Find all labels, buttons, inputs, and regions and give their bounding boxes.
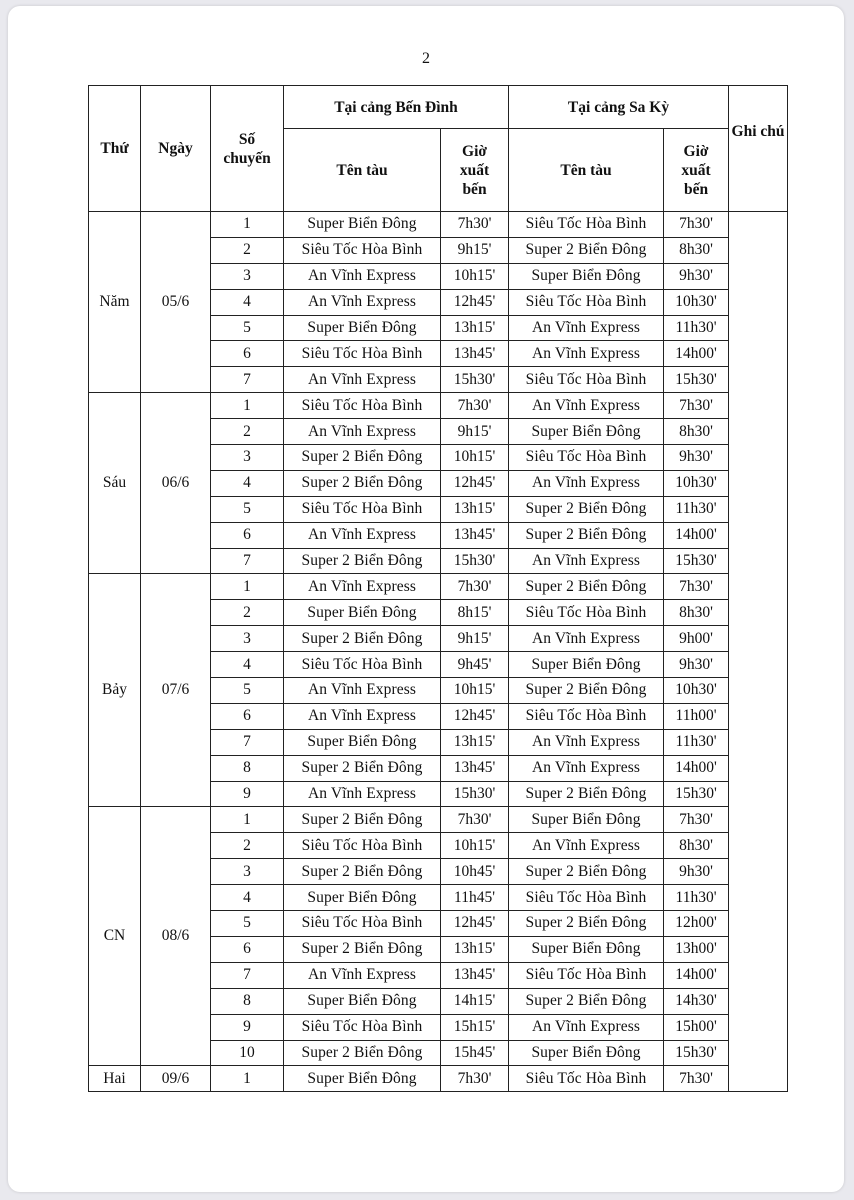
trip-number-cell: 10: [211, 1040, 284, 1066]
ben-dinh-time-cell: 7h30': [441, 393, 509, 419]
trip-number-cell: 5: [211, 678, 284, 704]
sa-ky-ship-cell: Super 2 Biển Đông: [509, 237, 664, 263]
sa-ky-ship-cell: An Vĩnh Express: [509, 833, 664, 859]
sa-ky-ship-cell: Siêu Tốc Hòa Bình: [509, 1066, 664, 1092]
trip-number-cell: 3: [211, 859, 284, 885]
trip-number-cell: 6: [211, 522, 284, 548]
day-cell: Năm: [89, 212, 141, 393]
table-row: [89, 807, 788, 833]
header-depart-line: Giờ: [683, 142, 709, 160]
ben-dinh-ship-cell: Super Biển Đông: [284, 212, 441, 238]
ben-dinh-ship-cell: Siêu Tốc Hòa Bình: [284, 1014, 441, 1040]
ben-dinh-time-cell: 10h15': [441, 263, 509, 289]
ben-dinh-time-cell: 13h15': [441, 496, 509, 522]
sa-ky-time-cell: 15h30': [664, 367, 729, 393]
date-cell: 09/6: [141, 1066, 211, 1092]
header-trip-no-line: chuyến: [223, 149, 271, 167]
trip-number-cell: 7: [211, 962, 284, 988]
ben-dinh-time-cell: 15h45': [441, 1040, 509, 1066]
ben-dinh-time-cell: 13h15': [441, 936, 509, 962]
ben-dinh-time-cell: 7h30': [441, 807, 509, 833]
ben-dinh-ship-cell: Super 2 Biển Đông: [284, 755, 441, 781]
sa-ky-ship-cell: Super Biển Đông: [509, 1040, 664, 1066]
ben-dinh-ship-cell: Super 2 Biển Đông: [284, 470, 441, 496]
trip-number-cell: 5: [211, 911, 284, 937]
trip-number-cell: 6: [211, 703, 284, 729]
day-cell: Sáu: [89, 393, 141, 574]
sa-ky-time-cell: 11h00': [664, 703, 729, 729]
header-depart-line: xuất: [681, 161, 711, 179]
trip-number-cell: 9: [211, 1014, 284, 1040]
sa-ky-ship-cell: An Vĩnh Express: [509, 626, 664, 652]
sa-ky-time-cell: 15h00': [664, 1014, 729, 1040]
ben-dinh-ship-cell: Super Biển Đông: [284, 729, 441, 755]
trip-number-cell: 8: [211, 755, 284, 781]
trip-number-cell: 3: [211, 445, 284, 471]
note-cell: [729, 212, 788, 1092]
trip-number-cell: 7: [211, 548, 284, 574]
ben-dinh-time-cell: 10h45': [441, 859, 509, 885]
sa-ky-ship-cell: Siêu Tốc Hòa Bình: [509, 885, 664, 911]
ben-dinh-time-cell: 11h45': [441, 885, 509, 911]
ben-dinh-ship-cell: An Vĩnh Express: [284, 962, 441, 988]
sa-ky-ship-cell: Super Biển Đông: [509, 419, 664, 445]
ben-dinh-ship-cell: Super Biển Đông: [284, 315, 441, 341]
sa-ky-time-cell: 9h30': [664, 263, 729, 289]
ben-dinh-ship-cell: Super Biển Đông: [284, 885, 441, 911]
date-cell: 08/6: [141, 807, 211, 1066]
header-depart-time-a: [441, 129, 509, 212]
ben-dinh-ship-cell: An Vĩnh Express: [284, 419, 441, 445]
ferry-schedule-table: [88, 85, 788, 1092]
ben-dinh-ship-cell: Super 2 Biển Đông: [284, 859, 441, 885]
sa-ky-ship-cell: Super 2 Biển Đông: [509, 522, 664, 548]
trip-number-cell: 1: [211, 212, 284, 238]
ben-dinh-ship-cell: Super 2 Biển Đông: [284, 1040, 441, 1066]
sa-ky-time-cell: 13h00': [664, 936, 729, 962]
sa-ky-ship-cell: An Vĩnh Express: [509, 341, 664, 367]
ben-dinh-ship-cell: An Vĩnh Express: [284, 678, 441, 704]
sa-ky-time-cell: 8h30': [664, 600, 729, 626]
ben-dinh-time-cell: 14h15': [441, 988, 509, 1014]
sa-ky-ship-cell: Super Biển Đông: [509, 652, 664, 678]
header-port-ben-dinh: Tại cảng Bến Đình: [284, 86, 509, 129]
sa-ky-time-cell: 11h30': [664, 496, 729, 522]
ben-dinh-time-cell: 10h15': [441, 833, 509, 859]
table-row: [89, 1066, 788, 1092]
trip-number-cell: 6: [211, 341, 284, 367]
ben-dinh-ship-cell: Super 2 Biển Đông: [284, 548, 441, 574]
trip-number-cell: 4: [211, 289, 284, 315]
sa-ky-ship-cell: Siêu Tốc Hòa Bình: [509, 212, 664, 238]
ben-dinh-ship-cell: Siêu Tốc Hòa Bình: [284, 833, 441, 859]
ben-dinh-time-cell: 12h45': [441, 289, 509, 315]
sa-ky-ship-cell: Super 2 Biển Đông: [509, 859, 664, 885]
ben-dinh-ship-cell: Super Biển Đông: [284, 600, 441, 626]
sa-ky-ship-cell: An Vĩnh Express: [509, 315, 664, 341]
header-depart-line: Giờ: [462, 142, 487, 160]
sa-ky-time-cell: 14h00': [664, 962, 729, 988]
header-ship-name-b: Tên tàu: [509, 129, 664, 212]
trip-number-cell: 4: [211, 652, 284, 678]
ben-dinh-time-cell: 10h15': [441, 678, 509, 704]
ben-dinh-time-cell: 9h45': [441, 652, 509, 678]
sa-ky-ship-cell: Super 2 Biển Đông: [509, 988, 664, 1014]
sa-ky-ship-cell: Super 2 Biển Đông: [509, 781, 664, 807]
trip-number-cell: 1: [211, 574, 284, 600]
ben-dinh-ship-cell: Super Biển Đông: [284, 1066, 441, 1092]
header-depart-line: bến: [462, 180, 487, 198]
ben-dinh-time-cell: 7h30': [441, 574, 509, 600]
trip-number-cell: 4: [211, 470, 284, 496]
day-cell: Bảy: [89, 574, 141, 807]
trip-number-cell: 1: [211, 807, 284, 833]
date-cell: 07/6: [141, 574, 211, 807]
ben-dinh-ship-cell: Super 2 Biển Đông: [284, 626, 441, 652]
trip-number-cell: 2: [211, 833, 284, 859]
ben-dinh-time-cell: 15h15': [441, 1014, 509, 1040]
trip-number-cell: 5: [211, 496, 284, 522]
sa-ky-time-cell: 10h30': [664, 678, 729, 704]
sa-ky-ship-cell: Super 2 Biển Đông: [509, 678, 664, 704]
date-cell: 05/6: [141, 212, 211, 393]
trip-number-cell: 6: [211, 936, 284, 962]
sa-ky-ship-cell: Siêu Tốc Hòa Bình: [509, 600, 664, 626]
ben-dinh-time-cell: 12h45': [441, 703, 509, 729]
ben-dinh-time-cell: 9h15': [441, 419, 509, 445]
ben-dinh-ship-cell: An Vĩnh Express: [284, 522, 441, 548]
sa-ky-time-cell: 11h30': [664, 885, 729, 911]
sa-ky-time-cell: 10h30': [664, 470, 729, 496]
sa-ky-time-cell: 14h00': [664, 341, 729, 367]
sa-ky-ship-cell: Super Biển Đông: [509, 807, 664, 833]
sa-ky-ship-cell: Siêu Tốc Hòa Bình: [509, 367, 664, 393]
sa-ky-time-cell: 14h00': [664, 755, 729, 781]
ben-dinh-time-cell: 9h15': [441, 237, 509, 263]
page-number: 2: [422, 50, 430, 67]
sa-ky-time-cell: 15h30': [664, 1040, 729, 1066]
day-cell: CN: [89, 807, 141, 1066]
sa-ky-ship-cell: Super 2 Biển Đông: [509, 574, 664, 600]
sa-ky-time-cell: 14h00': [664, 522, 729, 548]
ben-dinh-time-cell: 13h45': [441, 755, 509, 781]
ben-dinh-ship-cell: An Vĩnh Express: [284, 703, 441, 729]
sa-ky-ship-cell: An Vĩnh Express: [509, 755, 664, 781]
header-port-sa-ky: Tại cảng Sa Kỳ: [509, 86, 729, 129]
ben-dinh-ship-cell: Super 2 Biển Đông: [284, 445, 441, 471]
ben-dinh-ship-cell: An Vĩnh Express: [284, 574, 441, 600]
ben-dinh-ship-cell: Super 2 Biển Đông: [284, 936, 441, 962]
table-row: [89, 393, 788, 419]
ben-dinh-ship-cell: Super 2 Biển Đông: [284, 807, 441, 833]
date-cell: 06/6: [141, 393, 211, 574]
ben-dinh-time-cell: 13h45': [441, 962, 509, 988]
sa-ky-ship-cell: Siêu Tốc Hòa Bình: [509, 962, 664, 988]
sa-ky-time-cell: 12h00': [664, 911, 729, 937]
sa-ky-ship-cell: An Vĩnh Express: [509, 393, 664, 419]
ben-dinh-ship-cell: Super Biển Đông: [284, 988, 441, 1014]
ben-dinh-ship-cell: Siêu Tốc Hòa Bình: [284, 393, 441, 419]
sa-ky-ship-cell: Super 2 Biển Đông: [509, 911, 664, 937]
sa-ky-ship-cell: An Vĩnh Express: [509, 470, 664, 496]
header-trip-no-line: Số: [238, 130, 256, 148]
trip-number-cell: 2: [211, 237, 284, 263]
sa-ky-time-cell: 10h30': [664, 289, 729, 315]
ben-dinh-time-cell: 15h30': [441, 367, 509, 393]
header-trip-no: [211, 86, 284, 212]
header-depart-line: bến: [683, 180, 709, 198]
sa-ky-time-cell: 7h30': [664, 1066, 729, 1092]
ben-dinh-time-cell: 12h45': [441, 911, 509, 937]
sa-ky-time-cell: 11h30': [664, 315, 729, 341]
ben-dinh-ship-cell: Siêu Tốc Hòa Bình: [284, 341, 441, 367]
ben-dinh-ship-cell: Siêu Tốc Hòa Bình: [284, 496, 441, 522]
trip-number-cell: 2: [211, 600, 284, 626]
sa-ky-time-cell: 15h30': [664, 548, 729, 574]
sa-ky-ship-cell: An Vĩnh Express: [509, 548, 664, 574]
ben-dinh-ship-cell: Siêu Tốc Hòa Bình: [284, 652, 441, 678]
header-depart-time-b: [664, 129, 729, 212]
sa-ky-time-cell: 8h30': [664, 833, 729, 859]
ben-dinh-time-cell: 9h15': [441, 626, 509, 652]
ben-dinh-time-cell: 8h15': [441, 600, 509, 626]
ben-dinh-time-cell: 13h45': [441, 522, 509, 548]
header-note: Ghi chú: [729, 86, 788, 212]
schedule-body: [89, 212, 788, 1092]
trip-number-cell: 1: [211, 1066, 284, 1092]
trip-number-cell: 8: [211, 988, 284, 1014]
sa-ky-time-cell: 7h30': [664, 574, 729, 600]
ben-dinh-time-cell: 13h15': [441, 315, 509, 341]
trip-number-cell: 7: [211, 367, 284, 393]
sa-ky-ship-cell: Super Biển Đông: [509, 263, 664, 289]
ben-dinh-time-cell: 15h30': [441, 781, 509, 807]
sa-ky-ship-cell: Siêu Tốc Hòa Bình: [509, 289, 664, 315]
ben-dinh-ship-cell: An Vĩnh Express: [284, 367, 441, 393]
ben-dinh-ship-cell: An Vĩnh Express: [284, 781, 441, 807]
sa-ky-time-cell: 7h30': [664, 807, 729, 833]
ben-dinh-ship-cell: Siêu Tốc Hòa Bình: [284, 911, 441, 937]
sa-ky-time-cell: 9h30': [664, 859, 729, 885]
trip-number-cell: 3: [211, 263, 284, 289]
ben-dinh-time-cell: 7h30': [441, 212, 509, 238]
sa-ky-time-cell: 9h30': [664, 445, 729, 471]
table-row: [89, 212, 788, 238]
sa-ky-time-cell: 8h30': [664, 419, 729, 445]
sa-ky-time-cell: 7h30': [664, 393, 729, 419]
trip-number-cell: 5: [211, 315, 284, 341]
ben-dinh-ship-cell: An Vĩnh Express: [284, 263, 441, 289]
header-ship-name-a: Tên tàu: [284, 129, 441, 212]
ben-dinh-time-cell: 12h45': [441, 470, 509, 496]
header-date: Ngày: [141, 86, 211, 212]
sa-ky-time-cell: 7h30': [664, 212, 729, 238]
sa-ky-time-cell: 15h30': [664, 781, 729, 807]
sa-ky-ship-cell: Super 2 Biển Đông: [509, 496, 664, 522]
sa-ky-ship-cell: An Vĩnh Express: [509, 729, 664, 755]
sa-ky-ship-cell: Super Biển Đông: [509, 936, 664, 962]
sa-ky-ship-cell: Siêu Tốc Hòa Bình: [509, 703, 664, 729]
sa-ky-time-cell: 8h30': [664, 237, 729, 263]
table-row: [89, 574, 788, 600]
ben-dinh-time-cell: 10h15': [441, 445, 509, 471]
sa-ky-ship-cell: Siêu Tốc Hòa Bình: [509, 445, 664, 471]
ben-dinh-time-cell: 13h45': [441, 341, 509, 367]
sa-ky-time-cell: 9h30': [664, 652, 729, 678]
sa-ky-ship-cell: An Vĩnh Express: [509, 1014, 664, 1040]
day-cell: Hai: [89, 1066, 141, 1092]
ben-dinh-time-cell: 7h30': [441, 1066, 509, 1092]
trip-number-cell: 9: [211, 781, 284, 807]
sa-ky-time-cell: 14h30': [664, 988, 729, 1014]
sa-ky-time-cell: 11h30': [664, 729, 729, 755]
ben-dinh-time-cell: 13h15': [441, 729, 509, 755]
ben-dinh-ship-cell: An Vĩnh Express: [284, 289, 441, 315]
header-depart-line: xuất: [459, 161, 490, 179]
trip-number-cell: 2: [211, 419, 284, 445]
header-day: Thứ: [89, 86, 141, 212]
trip-number-cell: 4: [211, 885, 284, 911]
ben-dinh-time-cell: 15h30': [441, 548, 509, 574]
trip-number-cell: 1: [211, 393, 284, 419]
ben-dinh-ship-cell: Siêu Tốc Hòa Bình: [284, 237, 441, 263]
trip-number-cell: 7: [211, 729, 284, 755]
sa-ky-time-cell: 9h00': [664, 626, 729, 652]
document-page: [8, 6, 844, 1192]
trip-number-cell: 3: [211, 626, 284, 652]
